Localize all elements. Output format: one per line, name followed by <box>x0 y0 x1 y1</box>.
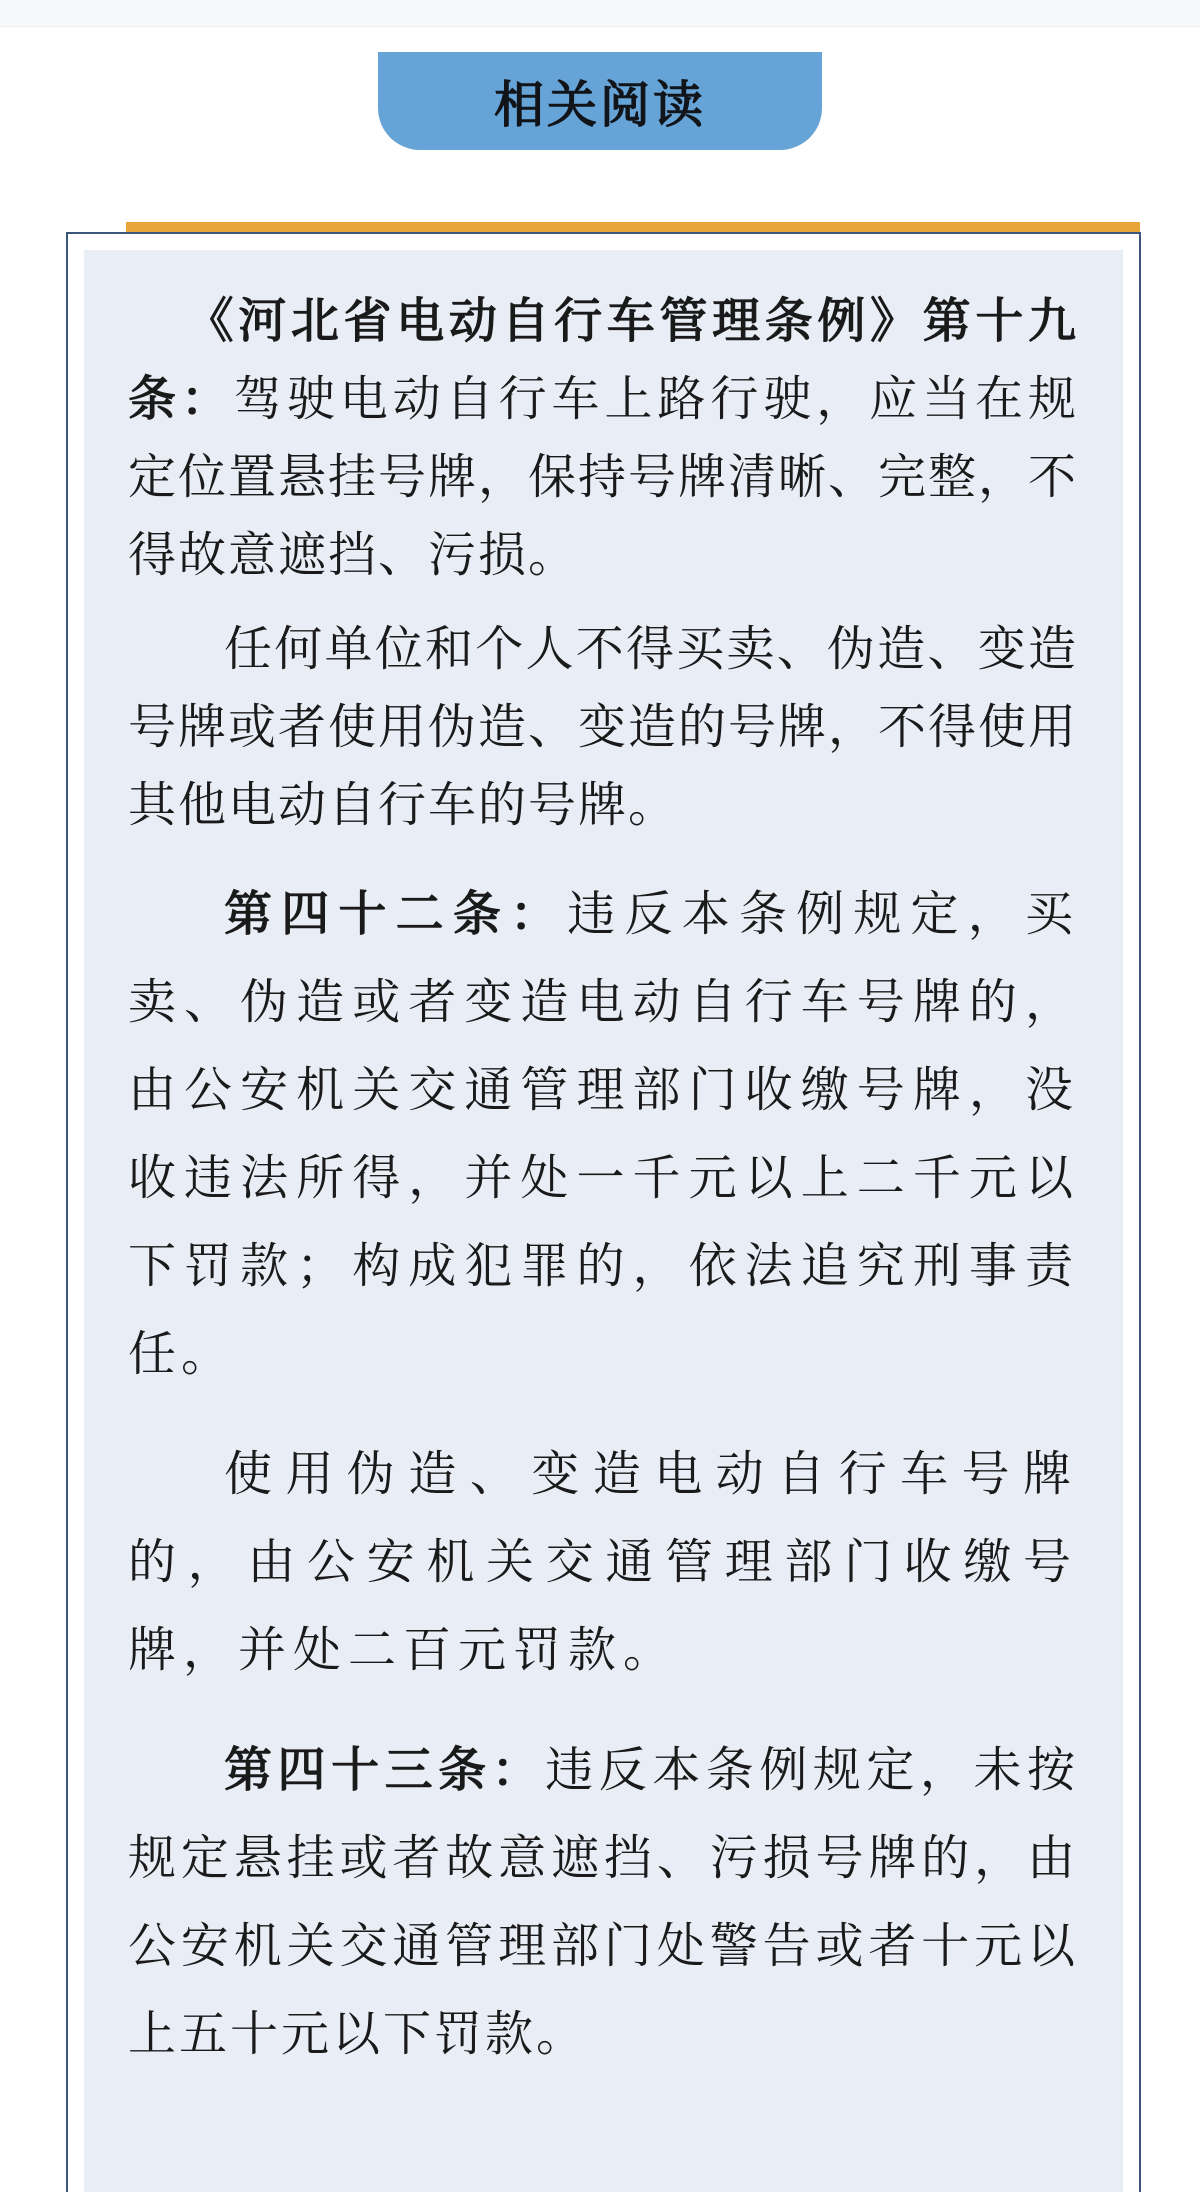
article-43-body: 违反本条例规定，未按规定悬挂或者故意遮挡、污损号牌的，由公安机关交通管理部门处警告或者十元以上五十元以下罚款。 <box>128 1742 1078 2062</box>
article-content <box>128 282 1078 2078</box>
paragraph-article-43 <box>128 1726 1078 2078</box>
article-19-heading: 《河北省电动自行车管理条例》第十九条： <box>128 293 1078 427</box>
paragraph-article-19 <box>128 282 1078 594</box>
article-42-heading: 第四十二条： <box>224 886 568 942</box>
top-bar <box>0 0 1200 27</box>
paragraph-article-19-cont <box>128 610 1078 844</box>
article-19-cont-body: 任何单位和个人不得买卖、伪造、变造号牌或者使用伪造、变造的号牌，不得使用其他电动自行车的号牌。 <box>128 621 1079 833</box>
article-42-body: 违反本条例规定，买卖、伪造或者变造电动自行车号牌的，由公安机关交通管理部门收缴号牌，没收违法所得，并处一千元以上二千元以下罚款；构成犯罪的，依法追究刑事责任。 <box>128 886 1078 1382</box>
article-42-cont-body: 使用伪造、变造电动自行车号牌的，由公安机关交通管理部门收缴号牌，并处二百元罚款。 <box>128 1446 1078 1678</box>
section-header-tab <box>378 52 822 150</box>
section-title: 相关阅读 <box>494 76 706 134</box>
article-19-body: 驾驶电动自行车上路行驶，应当在规定位置悬挂号牌，保持号牌清晰、完整，不得故意遮挡、污损。 <box>128 371 1079 583</box>
accent-bar <box>126 222 1140 232</box>
paragraph-article-42-cont <box>128 1430 1078 1694</box>
paragraph-article-42 <box>128 870 1078 1398</box>
article-43-heading: 第四十三条： <box>224 1742 546 1798</box>
